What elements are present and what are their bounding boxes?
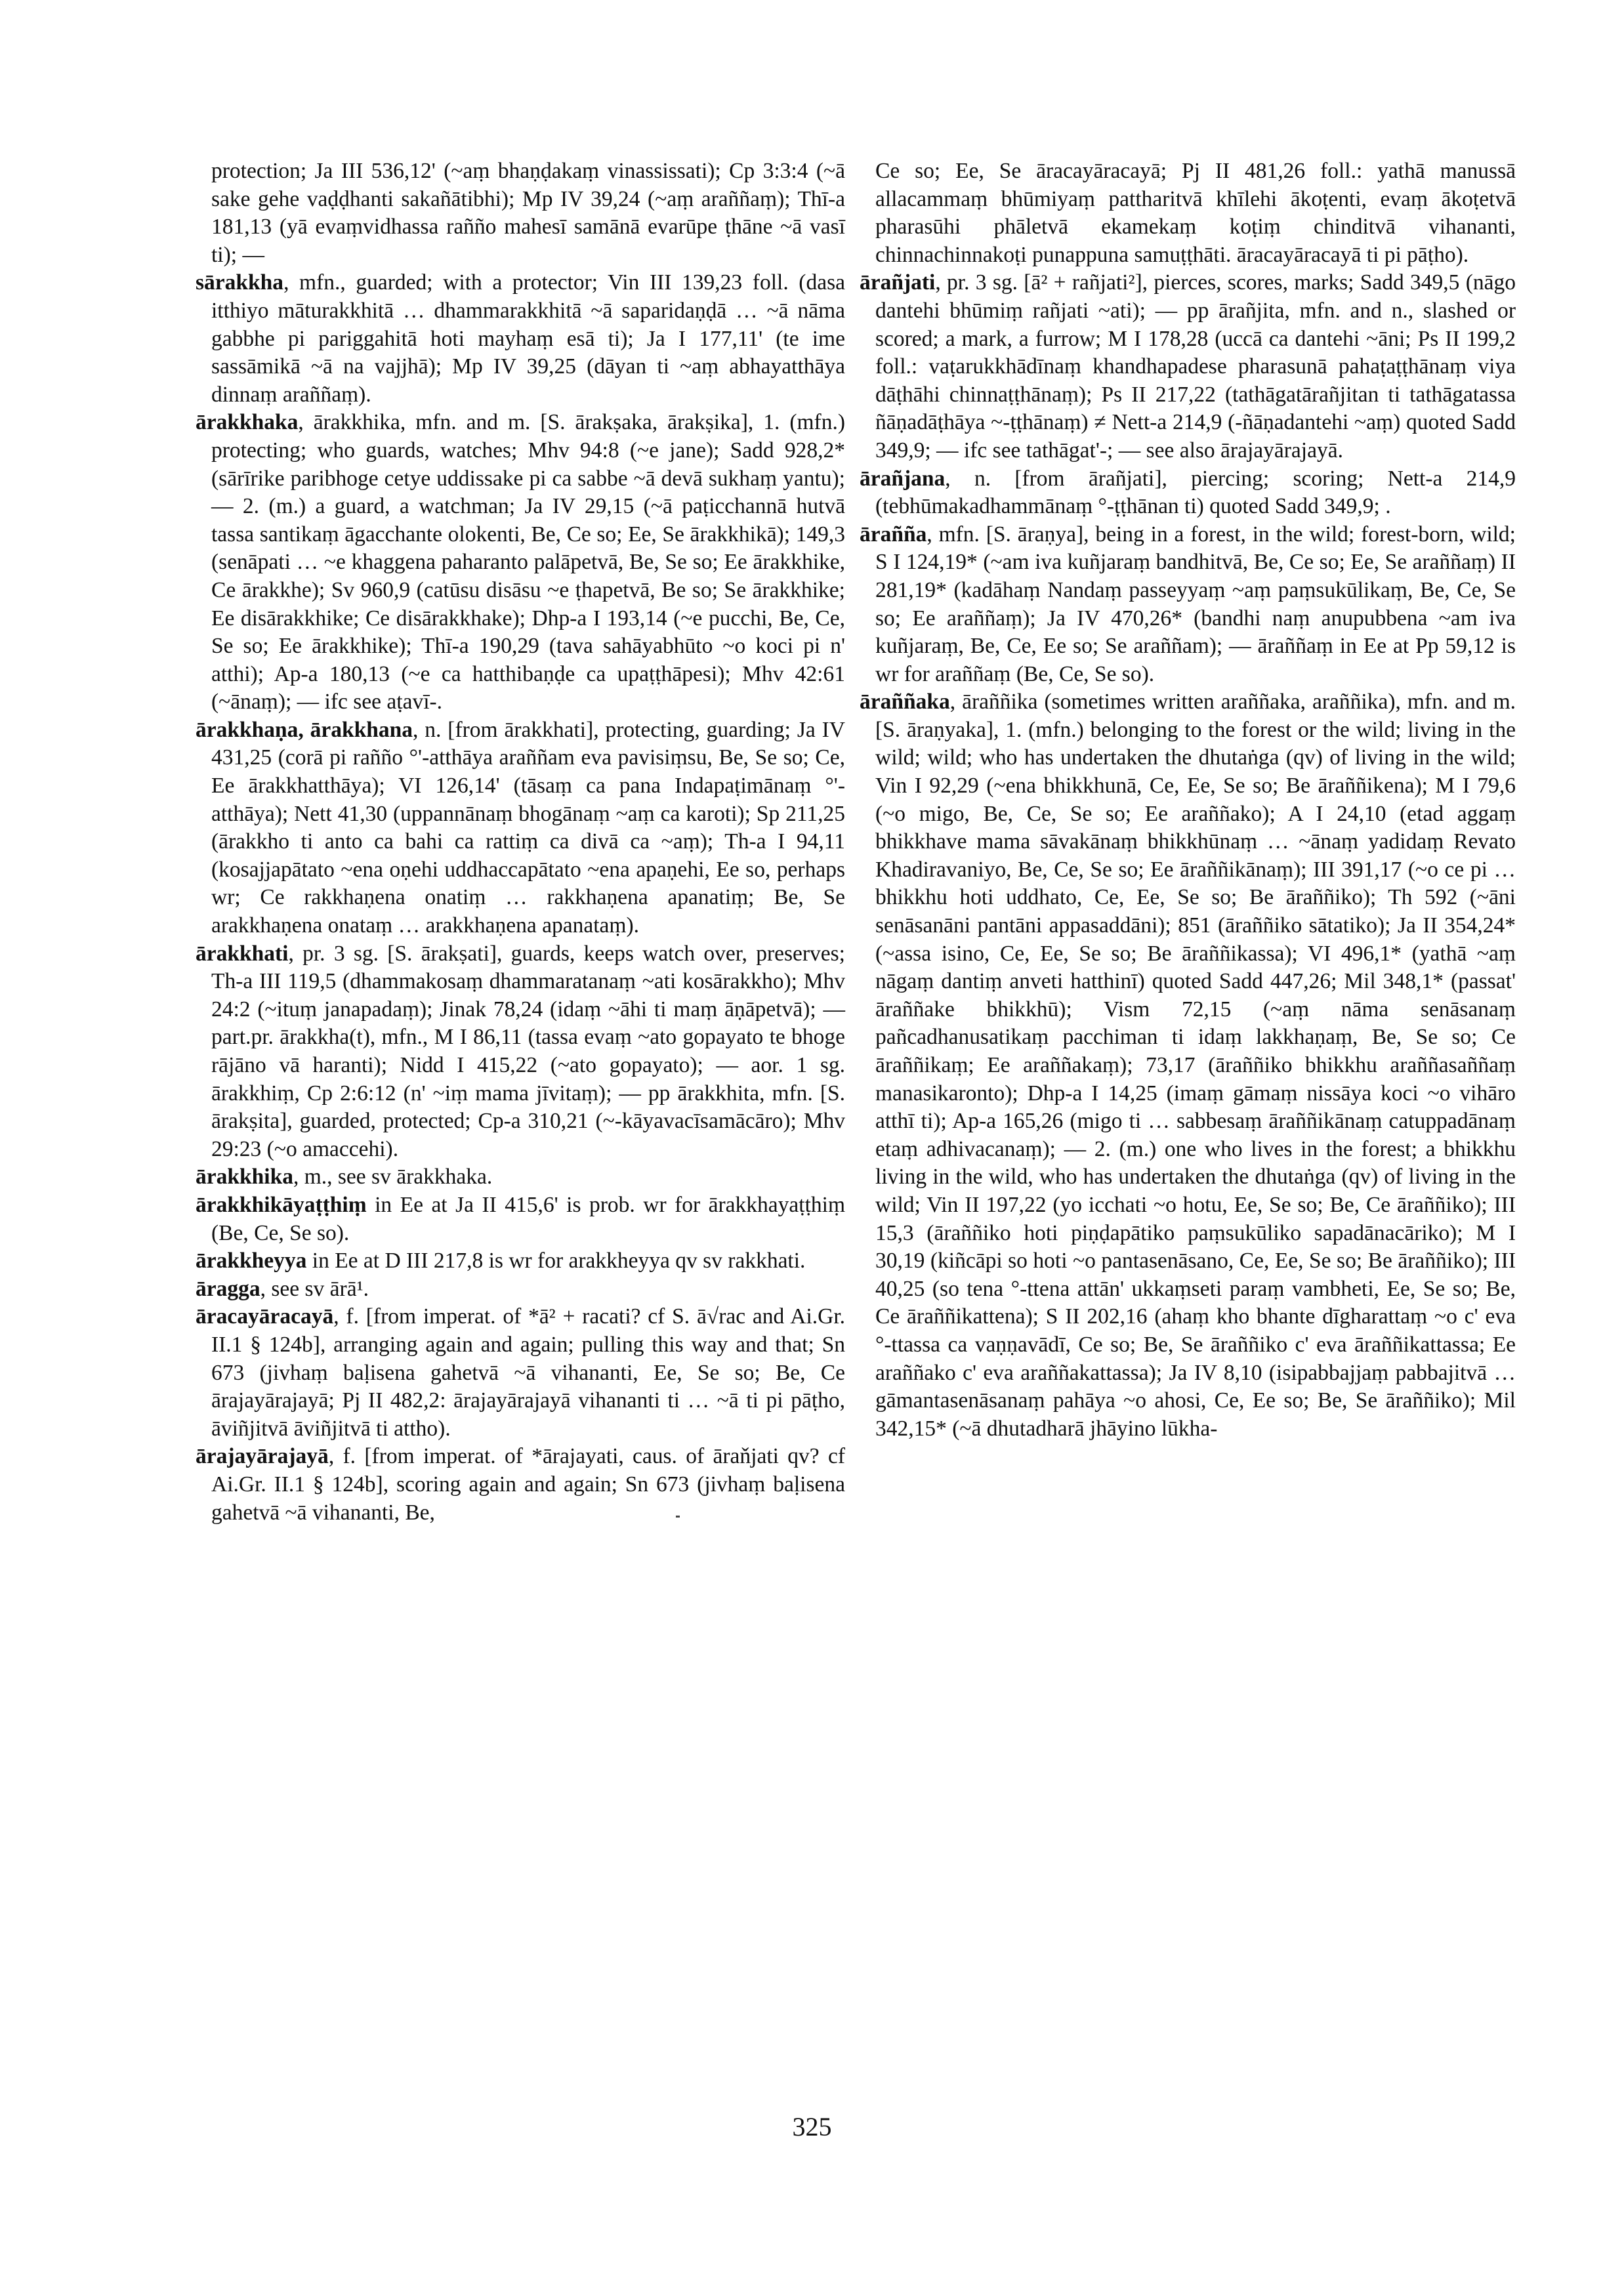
entry-text: , āraññika (sometimes written araññaka, araññika), mfn. and m. [S. āraṇyaka], 1. (mfn.) belonging to the forest or the wild; living in the wild; wild; who has undertaken the dhutaṅga (qv) of living in the wild; Vin I 92,29 (~ena bhikkhunā, Ce, Ee, Se so; Be āraññikena); M I 79,6 (~o migo, Be, Ce, Se so; Ee araññako); A I 24,10 (etad aggaṃ bhikkhave mama sāvakānaṃ bhikkhūnaṃ … ~ānaṃ yadidaṃ Revato Khadiravaniyo, Be, Ce, Se so; Ee āraññikānaṃ); III 391,17 (~o ce pi … bhikkhu hoti uddhato, Ce, Ee, Se so; Be āraññiko); Th 592 (~āni senāsanāni pantāni appasaddāni); 851 (āraññiko sātatiko); Ja II 354,24* (~assa isino, Ce, Ee, Se so; Be āraññikassa); VI 496,1* (yathā ~aṃ nāgaṃ dantiṃ anveti hatthinī) quoted Sadd 447,26; Mil 348,1* (passat' āraññake bhikkhū); Vism 72,15 (~aṃ nāma senāsanaṃ pañcadhanusatikaṃ pacchiman ti idaṃ lakkhaṇaṃ, Be, Se so; Ce āraññikaṃ; Ee araññakaṃ); 73,17 (āraññiko bhikkhu araññasaññaṃ manasikaronto); Dhp-a I 14,25 (imaṃ gāmaṃ nissāya koci ~o vihāro atthī ti); Ap-a 165,26 (migo ti … sabbesaṃ āraññikānaṃ catuppadānaṃ etaṃ adhivacanaṃ); — 2. (m.) one who lives in the forest; a bhikkhu living in the wild, who has undertaken the dhutaṅga (qv) of living in the wild; Vin II 197,22 (yo icchati ~o hotu, Ee, Se so; Be, Ce āraññiko); III 15,3 (āraññiko hoti piṇḍapātiko paṃsukūliko sapadānacāriko); M I 30,19 (kiñcāpi so hoti ~o pantasenāsano, Ce, Ee, Se so; Be āraññiko); III 40,25 (so tena °-ttena attān' ukkaṃseti paraṃ vambheti, Ee, Se so; Be, Ce āraññikattena); S II 202,16 (ahaṃ kho bhante dīgharattaṃ ~o c' eva °-ttassa ca vaṇṇavādī, Ce so; Be, Se āraññiko c' eva āraññikattassa; Ee araññako c' eva araññakattassa); Ja IV 8,10 (isipabbajjaṃ pabbajitvā … gāmantasenāsanaṃ pahāya ~o ahosi, Ce, Ee so; Be, Se āraññiko); Mil 342,15* (~ā dhutadharā jhāyino lūkha- bbox=[875, 690, 1516, 1441]
entry-text: , mfn. [S. āraṇya], being in a forest, in the wild; forest-born, wild; S I 124,19* (~am iva kuñjaraṃ bandhitvā, Be, Ce so; Ee, Se araññaṃ) II 281,19* (kadāhaṃ Nandaṃ passeyyaṃ ~aṃ paṃsukūlikaṃ, Be, Ce, Se so; Ee araññaṃ); Ja IV 470,26* (bandhi naṃ anupubbena ~am iva kuñjaraṃ, Be, Ce, Ee so; Se araññam); — āraññaṃ in Ee at Pp 59,12 is wr for araññaṃ (Be, Ce, Se so). bbox=[875, 522, 1516, 686]
entry bbox=[196, 1191, 845, 1247]
entry bbox=[196, 940, 845, 1164]
entry-text: , ārakkhika, mfn. and m. [S. ārakṣaka, ārakṣika], 1. (mfn.) protecting; who guards, watches; Mhv 94:8 (~e jane); Sadd 928,2* (sārīrike paribhoge cetye uddissake pi ca sabbe ~ā devā sukhaṃ yantu); — 2. (m.) a guard, a watchman; Ja IV 29,15 (~ā paṭicchannā hutvā tassa santikaṃ āgacchante olokenti, Be, Ce so; Ee, Se ārakkhikā); 149,3 (senāpati … ~e khaggena paharanto palāpetvā, Be, Se so; Ee ārakkhike, Ce ārakkhe); Sv 960,9 (catūsu disāsu ~e ṭhapetvā, Be so; Se ārakkhike; Ee disārakkhike; Ce disārakkhake); Dhp-a I 193,14 (~e pucchi, Be, Ce, Se so; Ee ārakkhike); Thī-a 190,29 (tava sahāyabhūto ~o koci pi n' atthi); Ap-a 180,13 (~e ca hatthibaṇḍe ca upaṭṭhāpesi); Mhv 42:61 (~ānaṃ); — ifc see aṭavī-. bbox=[211, 410, 845, 714]
entry-text: , pr. 3 sg. [S. ārakṣati], guards, keeps watch over, preserves; Th-a III 119,5 (dhammakosaṃ dhammaratanaṃ ~ati kosārakkho); Mhv 24:2 (~ituṃ janapadaṃ); Jinak 78,24 (idaṃ ~āhi ti maṃ āṇāpetvā); — part.pr. ārakkha(t), mfn., M I 86,11 (tassa evaṃ ~ato gopayato te bhoge rājāno vā haranti); Nidd I 415,22 (~ato gopayato); — aor. 1 sg. ārakkhiṃ, Cp 2:6:12 (n' ~iṃ mama jīvitaṃ); — pp ārakkhita, mfn. [S. ārakṣita], guarded, protected; Cp-a 310,21 (~-kāyavacīsamācāro); Mhv 29:23 (~o amaccehi). bbox=[211, 941, 845, 1161]
entry bbox=[196, 1303, 845, 1443]
headword: ārañña bbox=[860, 522, 927, 547]
entry-text: in Ee at D III 217,8 is wr for arakkheyya qv sv rakkhati. bbox=[306, 1249, 806, 1273]
entry bbox=[196, 157, 845, 269]
headword: ārakkheyya bbox=[196, 1249, 307, 1273]
entry bbox=[196, 269, 845, 409]
entry-text: , mfn., guarded; with a protector; Vin III 139,23 foll. (dasa itthiyo māturakkhitā … dhammarakkhitā ~ā saparidaṇḍā … ~ā nāma gabbhe pi pariggahitā hoti mayhaṃ esā ti); Ja I 177,11' (te ime sassāmikā ~ā na vajjhā); Mp IV 39,25 (dāyan ti ~aṃ abhayatthāya dinnaṃ araññaṃ). bbox=[211, 270, 845, 407]
entry-text: , m., see sv ārakkhaka. bbox=[293, 1165, 493, 1189]
scan-speck bbox=[676, 1516, 680, 1518]
entry bbox=[196, 1163, 845, 1191]
headword: ārakkhika bbox=[196, 1165, 293, 1189]
entry-text: protection; Ja III 536,12' (~aṃ bhaṇḍakaṃ vinassissati); Cp 3:3:4 (~ā sake gehe vaḍḍhanti sakañātibhi); Mp IV 39,24 (~aṃ araññaṃ); Thī-a 181,13 (yā evaṃvidhassa rañño mahesī samānā evarūpe ṭhāne ~ā vasī ti); — bbox=[211, 159, 845, 267]
headword: ārakkhaka bbox=[196, 410, 299, 435]
headword: ārañjana bbox=[860, 466, 946, 491]
entry bbox=[860, 521, 1516, 689]
headword: āracayāracayā bbox=[196, 1304, 334, 1329]
entry bbox=[196, 409, 845, 716]
entry-text: , f. [from imperat. of *ārajayati, caus. of āraňjati qv? cf Ai.Gr. II.1 § 124b], scoring again and again; Sn 673 (jivhaṃ baḷisena gahetvā ~ā vihananti, Be, bbox=[211, 1444, 845, 1525]
headword: sārakkha bbox=[196, 270, 284, 295]
entry-text: , pr. 3 sg. [ā² + rañjati²], pierces, scores, marks; Sadd 349,5 (nāgo dantehi bhūmiṃ rañjati ~ati); — pp ārañjita, mfn. and n., slashed or scored; a mark, a furrow; M I 178,28 (uccā ca dantehi ~āni; Ps II 199,2 foll.: vaṭarukkhādīnaṃ khandhapadese pharasunā pahaṭaṭṭhānaṃ viya dāṭhāhi chinnaṭṭhānaṃ); Ps II 217,22 (tathāgatārañjitan ti tathāgatassa ñāṇadāṭhāya ~-ṭṭhānaṃ) ≠ Nett-a 214,9 (-ñāṇadantehi ~aṃ) quoted Sadd 349,9; — ifc see tathāgat'-; — see also ārajayārajayā. bbox=[875, 270, 1516, 463]
entry bbox=[196, 1443, 845, 1527]
entry bbox=[860, 269, 1516, 465]
headword: ārañjati bbox=[860, 270, 936, 295]
entry bbox=[196, 716, 845, 940]
headword: āragga bbox=[196, 1276, 260, 1301]
left-column bbox=[196, 157, 845, 1527]
headword: ārakkhati bbox=[196, 941, 289, 966]
headword: ārakkhaṇa, ārakkhana bbox=[196, 717, 413, 742]
entry bbox=[860, 157, 1516, 269]
entry bbox=[860, 688, 1516, 1443]
entry-text: in Ee at Ja II 415,6' is prob. wr for ārakkhayaṭṭhiṃ (Be, Ce, Se so). bbox=[211, 1192, 845, 1245]
entry-text: , n. [from ārakkhati], protecting, guarding; Ja IV 431,25 (corā pi rañño °'-atthāya araññam eva pavisiṃsu, Be, Se so; Ce, Ee ārakkhatthāya); VI 126,14' (tāsaṃ ca pana Indapaṭimānaṃ °'-atthāya); Nett 41,30 (uppannānaṃ bhogānaṃ ~aṃ ca karoti); Sp 211,25 (ārakkho ti anto ca bahi ca rattiṃ ca divā ca ~aṃ); Th-a I 94,11 (kosajjapātato ~ena oṇehi uddhaccapātato ~ena apaṇehi, Ee so, perhaps wr; Ce rakkhaṇena onatiṃ … rakkhaṇena apanatiṃ; Be, Se arakkhaṇena onataṃ … arakkhaṇena apanataṃ). bbox=[211, 717, 845, 938]
entry-text: , see sv ārā¹. bbox=[260, 1276, 369, 1301]
entry-text: , f. [from imperat. of *ā² + racati? cf S. ā√rac and Ai.Gr. II.1 § 124b], arranging again and again; pulling this way and that; Sn 673 (jivhaṃ baḷisena gahetvā ~ā vihananti, Ee, Se so; Be, Ce ārajayārajayā; Pj II 482,2: ārajayārajayā vihananti ti … ~ā ti pi pāṭho, āviñjitvā āviñjitvā ti attho). bbox=[211, 1304, 845, 1441]
entry bbox=[196, 1275, 845, 1304]
right-column bbox=[860, 157, 1516, 1443]
headword: āraññaka bbox=[860, 690, 950, 714]
headword: ārajayārajayā bbox=[196, 1444, 329, 1469]
entry bbox=[196, 1247, 845, 1275]
headword: ārakkhikāyaṭṭhiṃ bbox=[196, 1192, 367, 1217]
entry-text: Ce so; Ee, Se āracayāracayā; Pj II 481,26 foll.: yathā manussā allacammaṃ bhūmiyaṃ pattharitvā khīlehi ākoṭenti, evaṃ ākoṭetvā pharasūhi phāletvā ekamekaṃ koṭiṃ chinditvā vihananti, chinnachinnakoṭi punappuna samuṭṭhāti. āracayāracayā ti pi pāṭho). bbox=[875, 159, 1516, 267]
page-number: 325 bbox=[792, 2112, 832, 2141]
entry-text: , n. [from ārañjati], piercing; scoring; Nett-a 214,9 (tebhūmakadhammānaṃ °-ṭṭhānan ti) quoted Sadd 349,9; . bbox=[875, 466, 1516, 519]
entry bbox=[860, 465, 1516, 521]
